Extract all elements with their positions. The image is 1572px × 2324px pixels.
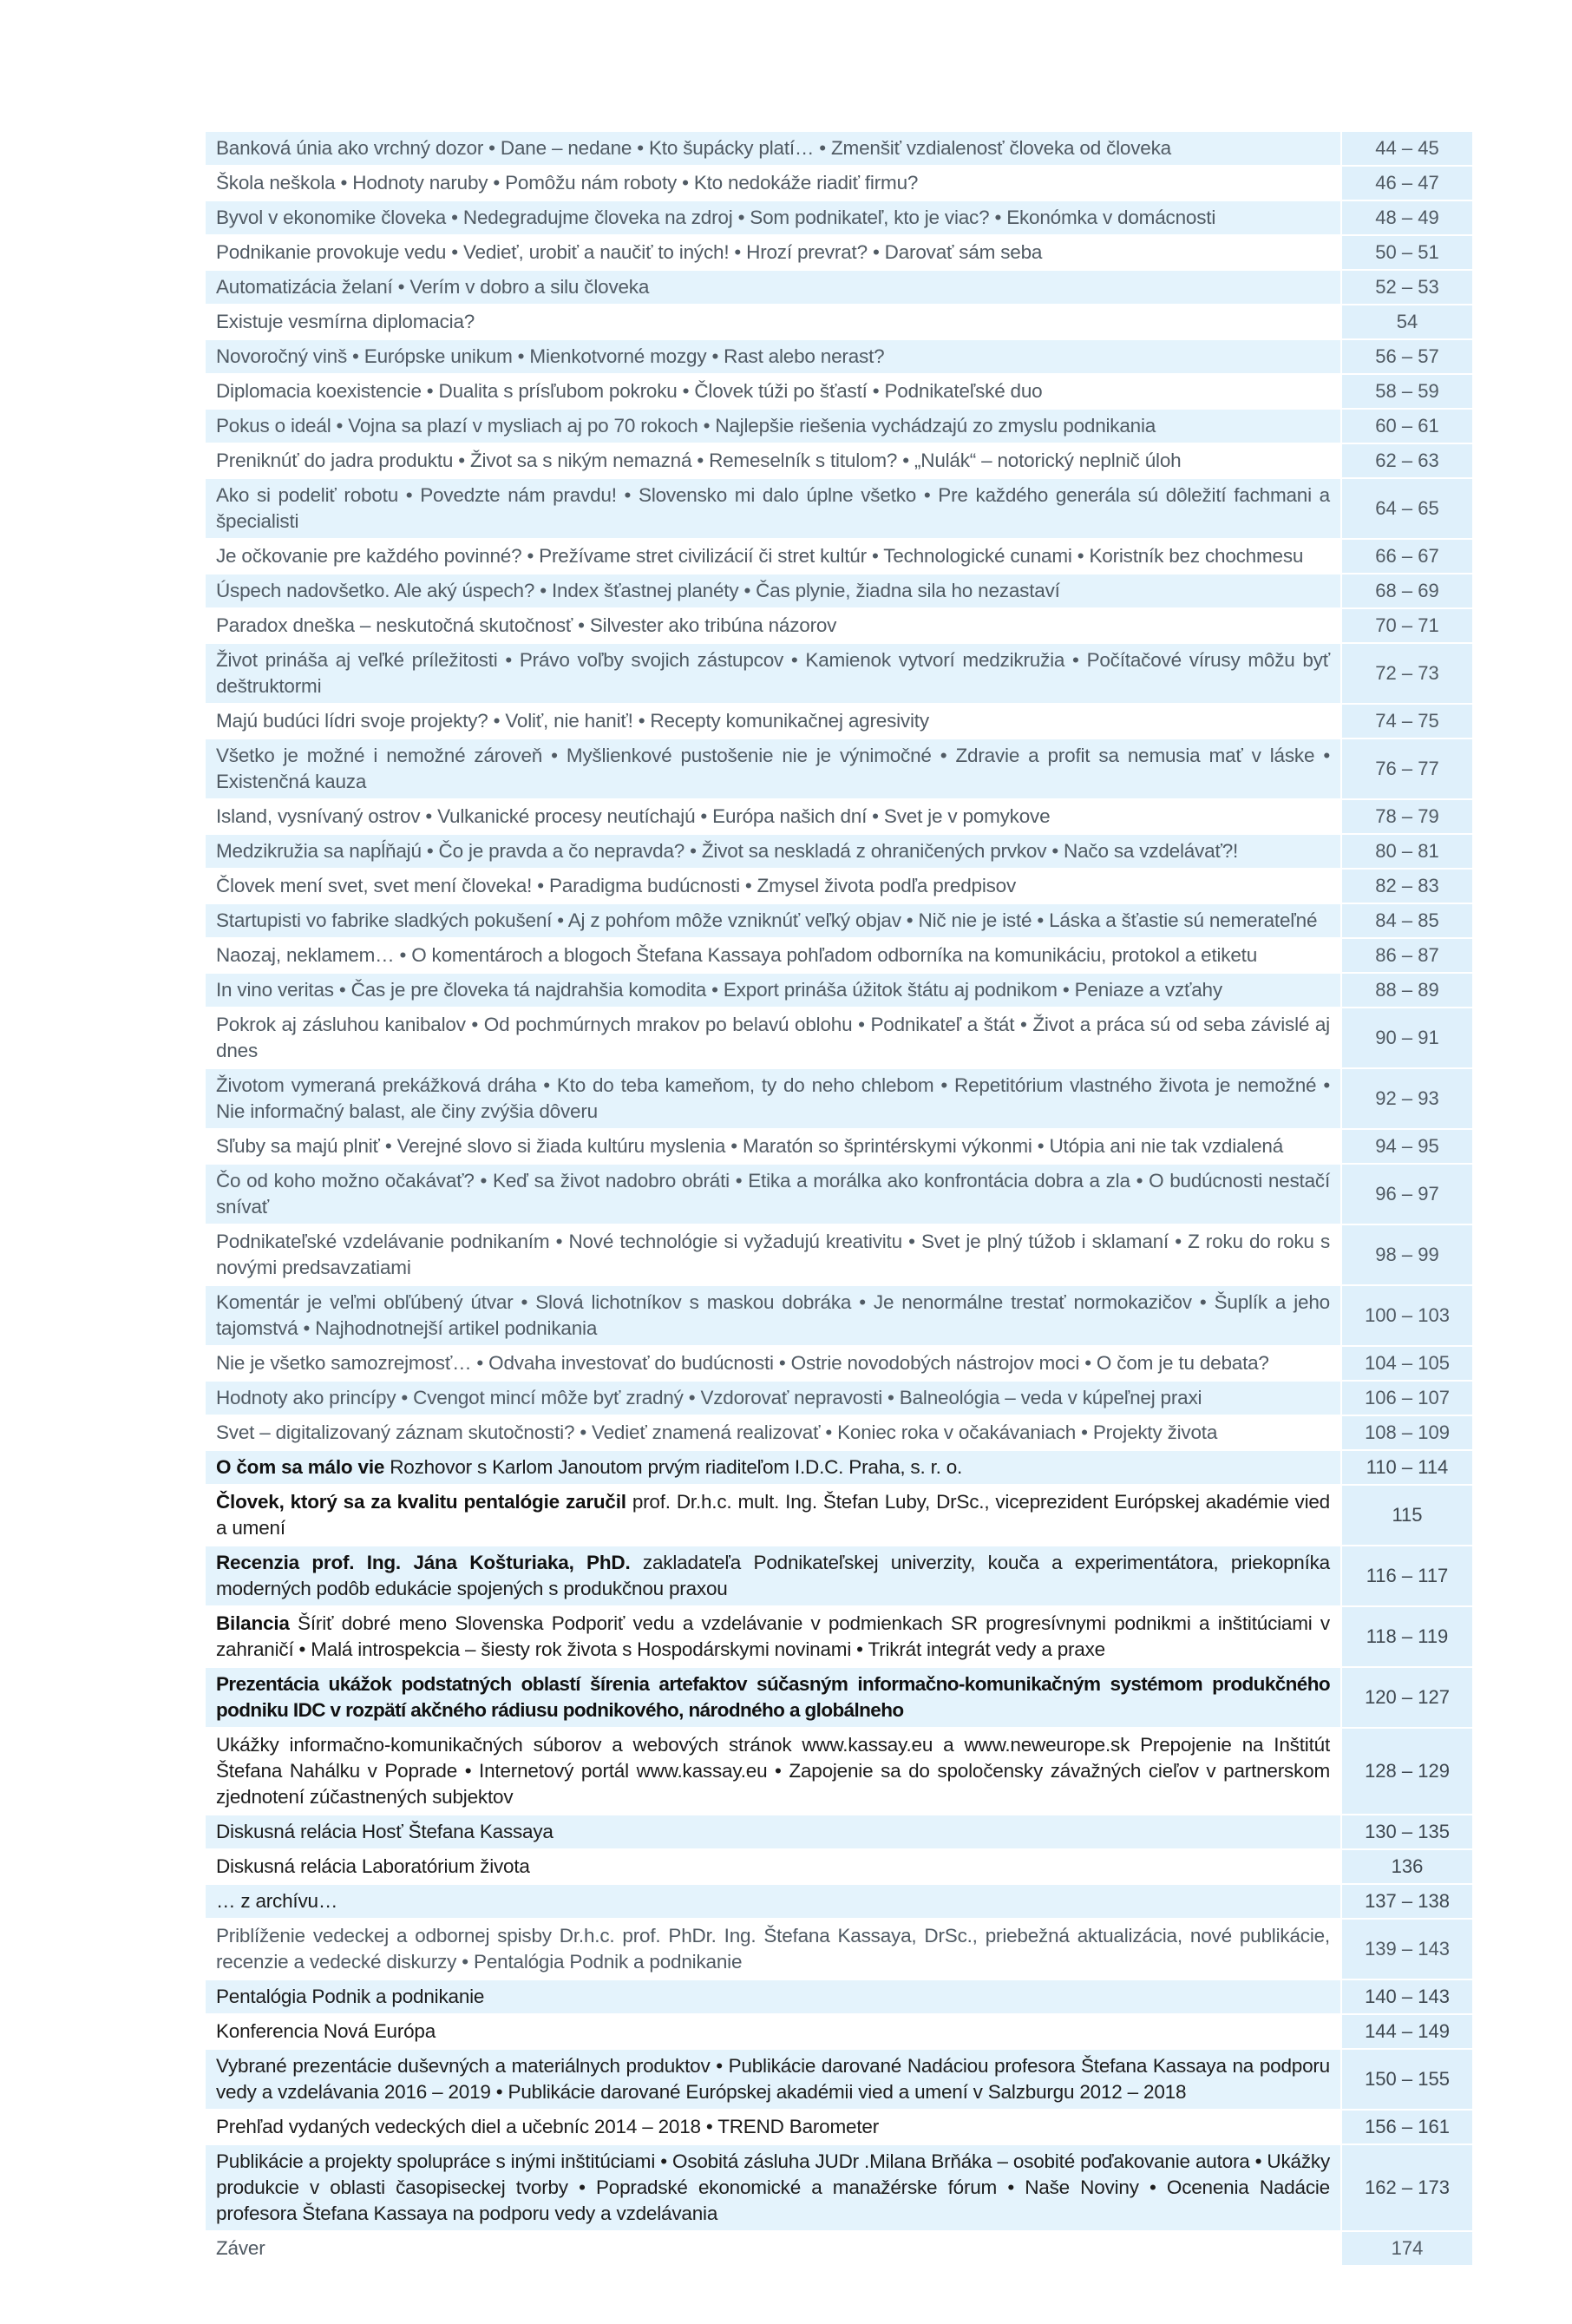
toc-row: [206, 2232, 1472, 2267]
toc-entry-text: [206, 904, 1340, 937]
toc-entry-text: [206, 574, 1340, 607]
toc-entry-bold-title: Recenzia prof. Ing. Jána Košturiaka, PhD.: [216, 1552, 631, 1573]
toc-page-range: 68 – 69: [1340, 574, 1472, 607]
toc-row: [206, 1980, 1472, 2015]
toc-row: [206, 479, 1472, 540]
toc-entry-topics: Život prináša aj veľké príležitosti • Právo voľby svojich zástupcov • Kamienok vytvorí medzikružia • Počítačové vírusy môžu byť deštruktormi: [216, 649, 1330, 697]
toc-entry-text: [206, 739, 1340, 798]
toc-entry-text: [206, 1347, 1340, 1380]
toc-row: [206, 1165, 1472, 1225]
toc-page-range: 60 – 61: [1340, 410, 1472, 443]
toc-page-range: 110 – 114: [1340, 1451, 1472, 1484]
toc-entry-text: [206, 305, 1340, 338]
toc-row: [206, 644, 1472, 705]
toc-entry-heading: Pentalógia Podnik a podnikanie: [216, 1986, 485, 2007]
toc-entry-topics: Úspech nadovšetko. Ale aký úspech? • Index šťastnej planéty • Čas plynie, žiadna sila ho nezastaví: [216, 580, 1060, 601]
toc-entry-text: [206, 479, 1340, 538]
toc-row: [206, 1850, 1472, 1885]
toc-row: [206, 1607, 1472, 1668]
toc-entry-topics: Priblíženie vedeckej a odbornej spisby Dr.h.c. prof. PhDr. Ing. Štefana Kassaya, DrSc., priebežná aktualizácia, nové publikácie, recenzie a vedecké diskurzy • Pentalógia Podnik a podnikanie: [216, 1925, 1330, 1973]
toc-row: [206, 2050, 1472, 2111]
toc-row: [206, 1451, 1472, 1486]
toc-entry-text: [206, 2050, 1340, 2109]
toc-entry-heading: Publikácie a projekty spolupráce s inými inštitúciami • Osobitá zásluha JUDr .Milana Brňáka – osobité poďakovanie autora • Ukážky produkcie v oblasti časopiseckej tvorby • Popradské ekonomické a manažérske fórum • Naše Noviny • Ocenenia Nadácie profesora Štefana Kassaya na podporu vedy a vzdelávania: [216, 2150, 1330, 2224]
toc-entry-text: [206, 1416, 1340, 1449]
toc-entry-heading: Ukážky informačno-komunikačných súborov a webových stránok www.kassay.eu a www.neweurope.sk: [216, 1734, 1130, 1756]
toc-row: [206, 305, 1472, 340]
toc-page-range: 156 – 161: [1340, 2111, 1472, 2143]
toc-entry-bold-title: Prezentácia ukážok podstatných oblastí šírenia artefaktov súčasným informačno-komunikačným systémom produkčného podniku IDC v rozpätí akčného rádiusu podnikového, národného a globálneho: [216, 1673, 1330, 1721]
toc-entry-topics: Rozhovor s Karlom Janoutom prvým riaditeľom I.D.C. Praha, s. r. o.: [384, 1456, 963, 1478]
toc-entry-topics: Island, vysnívaný ostrov • Vulkanické procesy neutíchajú • Európa našich dní • Svet je v pomykove: [216, 805, 1051, 827]
toc-page-range: 50 – 51: [1340, 236, 1472, 269]
toc-entry-text: [206, 1451, 1340, 1484]
toc-page-range: 46 – 47: [1340, 167, 1472, 200]
toc-row: [206, 167, 1472, 201]
toc-page-range: 80 – 81: [1340, 835, 1472, 868]
toc-entry-topics: Banková únia ako vrchný dozor • Dane – nedane • Kto šupácky platí… • Zmenšiť vzdialenosť človeka od človeka: [216, 137, 1171, 159]
toc-page-range: 96 – 97: [1340, 1165, 1472, 1224]
toc-entry-text: [206, 1729, 1340, 1814]
toc-entry-text: [206, 132, 1340, 165]
toc-page-range: 136: [1340, 1850, 1472, 1883]
toc-page-range: 162 – 173: [1340, 2145, 1472, 2230]
toc-entry-bold-title: Človek, ktorý sa za kvalitu pentalógie zaručil: [216, 1491, 626, 1513]
toc-entry-text: [206, 375, 1340, 408]
toc-entry-topics: Automatizácia želaní • Verím v dobro a silu človeka: [216, 276, 650, 298]
toc-entry-text: [206, 1668, 1340, 1727]
toc-page-range: 92 – 93: [1340, 1069, 1472, 1128]
toc-page-range: 130 – 135: [1340, 1815, 1472, 1848]
toc-entry-text: [206, 705, 1340, 738]
toc-row: [206, 1347, 1472, 1382]
toc-row: [206, 1008, 1472, 1069]
toc-row: [206, 904, 1472, 939]
toc-entry-topics: Pokrok aj zásluhou kanibalov • Od pochmúrnych mrakov po belavú oblohu • Podnikateľ a štát • Život a práca sú od seba závislé aj dnes: [216, 1014, 1330, 1061]
toc-row: [206, 375, 1472, 410]
toc-row: [206, 870, 1472, 904]
toc-entry-topics: Paradox dneška – neskutočná skutočnosť • Silvester ako tribúna názorov: [216, 614, 837, 636]
toc-entry-topics: Startupisti vo fabrike sladkých pokušení • Aj z pohŕom môže vzniknúť veľký objav • Nič nie je isté • Láska a šťastie sú nemerateľné: [216, 909, 1318, 931]
toc-entry-topics: Sľuby sa majú plniť • Verejné slovo si žiada kultúru myslenia • Maratón so šprintérskymi výkonmi • Utópia ani nie tak vzdialená: [216, 1135, 1284, 1157]
toc-page-range: 76 – 77: [1340, 739, 1472, 798]
toc-row: [206, 1815, 1472, 1850]
toc-entry-topics: Všetko je možné i nemožné zároveň • Myšlienkové pustošenie nie je výnimočné • Zdravie a profit sa nemusia mať v láske • Existenčná kauza: [216, 745, 1330, 792]
toc-entry-topics: Človek mení svet, svet mení človeka! • Paradigma budúcnosti • Zmysel života podľa predpisov: [216, 875, 1017, 896]
toc-entry-text: [206, 1546, 1340, 1605]
toc-page-range: 70 – 71: [1340, 609, 1472, 642]
toc-page-range: 106 – 107: [1340, 1382, 1472, 1415]
toc-entry-text: [206, 1486, 1340, 1545]
toc-page-range: 140 – 143: [1340, 1980, 1472, 2013]
toc-page-range: 52 – 53: [1340, 271, 1472, 304]
toc-entry-topics: Diplomacia koexistencie • Dualita s prísľubom pokroku • Človek túži po šťastí • Podnikateľské duo: [216, 380, 1043, 402]
toc-page-range: 128 – 129: [1340, 1729, 1472, 1814]
toc-entry-heading: Diskusná relácia Laboratórium života: [216, 1855, 530, 1877]
toc-row: [206, 739, 1472, 800]
toc-entry-topics: Hodnoty ako princípy • Cvengot mincí môže byť zradný • Vzdorovať nepravosti • Balneológia – veda v kúpeľnej praxi: [216, 1387, 1202, 1408]
toc-entry-topics: Majú budúci lídri svoje projekty? • Voliť, nie haniť! • Recepty komunikačnej agresivity: [216, 710, 929, 732]
toc-page-range: 74 – 75: [1340, 705, 1472, 738]
toc-row: [206, 201, 1472, 236]
toc-page-range: 90 – 91: [1340, 1008, 1472, 1067]
toc-row: [206, 540, 1472, 574]
toc-row: [206, 2145, 1472, 2232]
toc-entry-text: [206, 1165, 1340, 1224]
toc-row: [206, 1920, 1472, 1980]
toc-entry-heading: Konferencia Nová Európa: [216, 2020, 436, 2042]
toc-entry-heading: … z archívu…: [216, 1890, 338, 1912]
toc-page-range: 54: [1340, 305, 1472, 338]
toc-entry-text: [206, 1980, 1340, 2013]
toc-entry-heading: Šíriť dobré meno Slovenska: [289, 1612, 544, 1634]
toc-page-range: 104 – 105: [1340, 1347, 1472, 1380]
toc-entry-text: [206, 271, 1340, 304]
toc-entry-topics: Existuje vesmírna diplomacia?: [216, 311, 475, 332]
toc-page-range: 62 – 63: [1340, 444, 1472, 477]
toc-entry-text: [206, 201, 1340, 234]
toc-row: [206, 1286, 1472, 1347]
toc-entry-topics: Škola neškola • Hodnoty naruby • Pomôžu nám roboty • Kto nedokáže riadiť firmu?: [216, 172, 919, 194]
toc-page-range: 56 – 57: [1340, 340, 1472, 373]
toc-entry-text: [206, 870, 1340, 903]
toc-row: [206, 705, 1472, 739]
toc-page-range: 118 – 119: [1340, 1607, 1472, 1666]
toc-row: [206, 1885, 1472, 1920]
toc-row: [206, 1416, 1472, 1451]
toc-entry-bold-title: Bilancia: [216, 1612, 290, 1634]
toc-entry-topics: zakladateľa Podnikateľskej univerzity, kouča a experimentátora, priekopníka moderných podôb edukácie spojených s produkčnou praxou: [216, 1552, 1330, 1599]
toc-entry-text: [206, 835, 1340, 868]
toc-entry-heading: Vybrané prezentácie duševných a materiálnych produktov • Publikácie darované Nadáciou profesora Štefana Kassaya na podporu vedy a vzdelávania 2016 – 2019 • Publikácie darované Európskej akadémii vied a umení v Salzburgu 2012 – 2018: [216, 2055, 1330, 2103]
toc-page-range: 66 – 67: [1340, 540, 1472, 573]
toc-page-range: 108 – 109: [1340, 1416, 1472, 1449]
toc-entry-text: [206, 2232, 1340, 2265]
toc-entry-text: [206, 644, 1340, 703]
toc-row: [206, 939, 1472, 974]
toc-row: [206, 835, 1472, 870]
toc-entry-topics: Komentár je veľmi obľúbený útvar • Slová lichotníkov s maskou dobráka • Je nenormálne trestať normokazičov • Šuplík a jeho tajomstvá • Najhodnotnejší artikel podnikania: [216, 1291, 1330, 1339]
toc-entry-text: [206, 540, 1340, 573]
toc-entry-topics: Životom vymeraná prekážková dráha • Kto do teba kameňom, ty do neho chlebom • Repetitórium vlastného života je nemožné • Nie informačný balast, ale činy zvýšia dôveru: [216, 1074, 1330, 1122]
toc-page-range: 84 – 85: [1340, 904, 1472, 937]
toc-entry-topics: Novoročný vinš • Európske unikum • Mienkotvorné mozgy • Rast alebo nerast?: [216, 345, 885, 367]
toc-row: [206, 1069, 1472, 1130]
toc-entry-topics: Podnikanie provokuje vedu • Vedieť, urobiť a naučiť to iných! • Hrozí prevrat? • Darovať sám seba: [216, 241, 1043, 263]
toc-entry-heading: Prehľad vydaných vedeckých diel a učebníc 2014 – 2018 • TREND Barometer: [216, 2116, 880, 2137]
toc-page-range: 58 – 59: [1340, 375, 1472, 408]
toc-entry-text: [206, 1920, 1340, 1979]
toc-entry-text: [206, 1130, 1340, 1163]
toc-page-range: 72 – 73: [1340, 644, 1472, 703]
toc-row: [206, 132, 1472, 167]
toc-entry-text: [206, 236, 1340, 269]
toc-page-range: 100 – 103: [1340, 1286, 1472, 1345]
toc-entry-topics: Podnikateľské vzdelávanie podnikaním • Nové technológie si vyžadujú kreativitu • Svet je plný túžob i sklamaní • Z roku do roku s novými predsavzatiami: [216, 1231, 1330, 1278]
toc-entry-text: [206, 340, 1340, 373]
toc-page-range: 44 – 45: [1340, 132, 1472, 165]
toc-entry-text: [206, 609, 1340, 642]
toc-entry-topics: prof. Dr.h.c. mult. Ing. Štefan Luby, DrSc., viceprezident Európskej akadémie vied a umení: [216, 1491, 1330, 1539]
toc-row: [206, 1130, 1472, 1165]
toc-entry-text: [206, 1815, 1340, 1848]
toc-entry-text: [206, 1885, 1340, 1918]
toc-entry-topics: Záver: [216, 2237, 265, 2259]
toc-page-range: 144 – 149: [1340, 2015, 1472, 2048]
toc-row: [206, 574, 1472, 609]
toc-entry-topics: Nie je všetko samozrejmosť… • Odvaha investovať do budúcnosti • Ostrie novodobých nástrojov moci • O čom je tu debata?: [216, 1352, 1269, 1374]
toc-entry-bold-title: O čom sa málo vie: [216, 1456, 385, 1478]
toc-entry-text: [206, 974, 1340, 1007]
toc-row: [206, 1546, 1472, 1607]
toc-page-range: 94 – 95: [1340, 1130, 1472, 1163]
toc-entry-text: [206, 167, 1340, 200]
toc-entry-text: [206, 800, 1340, 833]
toc-row: [206, 800, 1472, 835]
toc-entry-topics: In vino veritas • Čas je pre človeka tá najdrahšia komodita • Export prináša úžitok štátu aj podnikom • Peniaze a vzťahy: [216, 979, 1222, 1001]
toc-page-range: 120 – 127: [1340, 1668, 1472, 1727]
toc-page-range: 86 – 87: [1340, 939, 1472, 972]
toc-row: [206, 974, 1472, 1008]
toc-page-range: 64 – 65: [1340, 479, 1472, 538]
toc-page-range: 115: [1340, 1486, 1472, 1545]
toc-row: [206, 1382, 1472, 1416]
toc-row: [206, 1729, 1472, 1815]
toc-entry-topics: Čo od koho možno očakávať? • Keď sa život nadobro obráti • Etika a morálka ako konfrontácia dobra a zla • O budúcnosti nestačí snívať: [216, 1170, 1330, 1218]
toc-page-range: 116 – 117: [1340, 1546, 1472, 1605]
toc-entry-text: [206, 444, 1340, 477]
toc-entry-topics: Byvol v ekonomike človeka • Nedegradujme človeka na zdroj • Som podnikateľ, kto je viac? • Ekonómka v domácnosti: [216, 207, 1216, 228]
toc-entry-text: [206, 1607, 1340, 1666]
toc-page-range: 48 – 49: [1340, 201, 1472, 234]
toc-page-range: 78 – 79: [1340, 800, 1472, 833]
toc-row: [206, 2015, 1472, 2050]
toc-entry-topics: Ako si podeliť robotu • Povedzte nám pravdu! • Slovensko mi dalo úplne všetko • Pre každého generála sú dôležití fachmani a špecialisti: [216, 484, 1330, 532]
toc-entry-topics: Pokus o ideál • Vojna sa plazí v mysliach aj po 70 rokoch • Najlepšie riešenia vychádzajú zo zmyslu podnikania: [216, 415, 1156, 437]
toc-entry-text: [206, 2015, 1340, 2048]
toc-entry-topics: Prepojenie na Inštitút Štefana Nahálku v Poprade • Internetový portál www.kassay.eu • Zapojenie sa do spoločensky závažných cieľov v partnerskom zjednotení zúčastnených subjektov: [216, 1734, 1330, 1808]
toc-entry-topics: Preniknúť do jadra produktu • Život sa s nikým nemazná • Remeselník s titulom? • „Nulák“ – notorický neplnič úloh: [216, 450, 1182, 471]
toc-entry-topics: Svet – digitalizovaný záznam skutočnosti? • Vedieť znamená realizovať • Koniec roka v očakávaniach • Projekty života: [216, 1421, 1218, 1443]
toc-page-range: 137 – 138: [1340, 1885, 1472, 1918]
toc-row: [206, 1668, 1472, 1729]
toc-row: [206, 236, 1472, 271]
toc-entry-text: [206, 1382, 1340, 1415]
toc-entry-text: [206, 939, 1340, 972]
toc-row: [206, 410, 1472, 444]
toc-row: [206, 1486, 1472, 1546]
toc-entry-text: [206, 1850, 1340, 1883]
toc-page-range: 98 – 99: [1340, 1225, 1472, 1284]
toc-row: [206, 609, 1472, 644]
toc-entry-text: [206, 2145, 1340, 2230]
toc-entry-heading: Diskusná relácia Hosť Štefana Kassaya: [216, 1821, 553, 1842]
toc-page-range: 174: [1340, 2232, 1472, 2265]
toc-row: [206, 2111, 1472, 2145]
toc-entry-topics: Podporiť vedu a vzdelávanie v podmienkach SR progresívnymi podnikmi a inštitúciami v zahraničí • Malá introspekcia – šiesty rok života s Hospodárskymi novinami • Trikrát integrát vedy a praxe: [216, 1612, 1330, 1660]
toc-page-range: 139 – 143: [1340, 1920, 1472, 1979]
toc-entry-text: [206, 1069, 1340, 1128]
toc-entry-topics: Medzikružia sa napĺňajú • Čo je pravda a čo nepravda? • Život sa neskladá z ohraničených prvkov • Načo sa vzdelávať?!: [216, 840, 1239, 862]
toc-entry-topics: Je očkovanie pre každého povinné? • Prežívame stret civilizácií či stret kultúr • Technologické cunami • Koristník bez chochmesu: [216, 545, 1304, 567]
toc-entry-text: [206, 410, 1340, 443]
toc-row: [206, 1225, 1472, 1286]
toc-entry-text: [206, 2111, 1340, 2143]
table-of-contents: [206, 132, 1472, 2267]
toc-row: [206, 340, 1472, 375]
toc-page-range: 88 – 89: [1340, 974, 1472, 1007]
toc-entry-text: [206, 1008, 1340, 1067]
toc-entry-text: [206, 1286, 1340, 1345]
toc-row: [206, 444, 1472, 479]
toc-page-range: 150 – 155: [1340, 2050, 1472, 2109]
toc-row: [206, 271, 1472, 305]
toc-entry-text: [206, 1225, 1340, 1284]
toc-page-range: 82 – 83: [1340, 870, 1472, 903]
toc-entry-topics: Naozaj, neklamem… • O komentároch a blogoch Štefana Kassaya pohľadom odborníka na komunikáciu, protokol a etiketu: [216, 944, 1258, 966]
